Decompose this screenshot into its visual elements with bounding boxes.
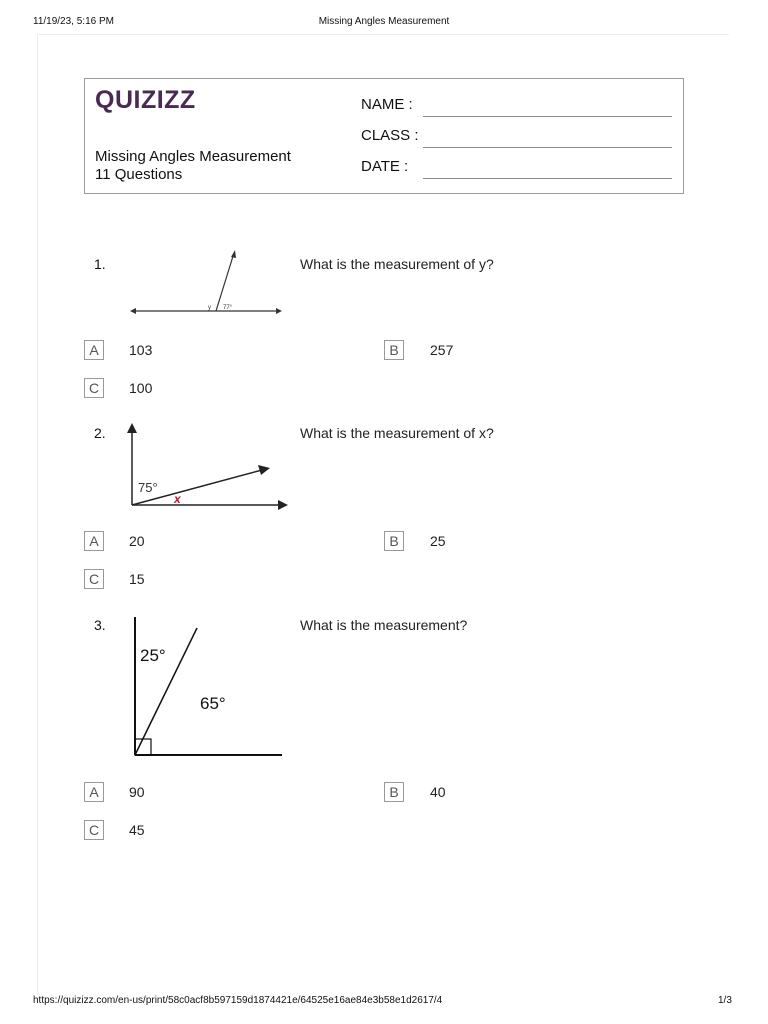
option-a-box[interactable]: A — [84, 531, 104, 551]
question-text: What is the measurement of y? — [300, 256, 494, 272]
option-a-value: 20 — [129, 533, 145, 549]
arrowhead-up — [231, 250, 236, 258]
arrowhead-right — [278, 500, 288, 510]
quizizz-logo: QUIZIZZ — [95, 86, 196, 114]
option-c-value: 45 — [129, 822, 145, 838]
angle-figure-2 — [120, 418, 295, 513]
print-page-count: 1/3 — [718, 995, 732, 1006]
question-number: 2. — [94, 425, 106, 441]
print-page-title: Missing Angles Measurement — [318, 16, 450, 27]
option-c-value: 100 — [129, 380, 153, 396]
name-label: NAME : — [361, 96, 413, 113]
ray — [216, 253, 234, 311]
option-b-value: 25 — [430, 533, 446, 549]
option-c-box[interactable]: C — [84, 569, 104, 589]
question-text: What is the measurement of x? — [300, 425, 494, 441]
option-a-value: 103 — [129, 342, 153, 358]
right-angle-marker — [135, 739, 151, 755]
class-label: CLASS : — [361, 127, 419, 144]
angle-label-1: 25° — [140, 646, 166, 665]
date-label: DATE : — [361, 158, 409, 175]
class-field[interactable] — [423, 147, 672, 148]
option-a-value: 90 — [129, 784, 145, 800]
var-label-x: x — [174, 492, 181, 506]
print-datetime: 11/19/23, 5:16 PM — [33, 16, 114, 27]
arrowhead-up — [127, 423, 137, 433]
option-b-box[interactable]: B — [384, 531, 404, 551]
angle-label-2: 65° — [200, 694, 226, 713]
arrowhead-right — [276, 308, 282, 314]
option-c-box[interactable]: C — [84, 378, 104, 398]
name-field[interactable] — [423, 116, 672, 117]
angle-label: 77° — [223, 305, 233, 311]
arrowhead-left — [130, 308, 136, 314]
question-text: What is the measurement? — [300, 617, 468, 633]
question-count: 11 Questions — [95, 166, 183, 183]
option-b-value: 257 — [430, 342, 454, 358]
option-c-box[interactable]: C — [84, 820, 104, 840]
question-number: 1. — [94, 256, 106, 272]
option-c-value: 15 — [129, 571, 145, 587]
worksheet-title: Missing Angles Measurement — [95, 148, 291, 165]
arrowhead-middle — [258, 465, 270, 475]
angle-label: 75° — [138, 480, 158, 495]
print-url: https://quizizz.com/en-us/print/58c0acf8b597159d1874421e/64525e16ae84e3b58e1d2617/4 — [33, 995, 443, 1006]
option-b-box[interactable]: B — [384, 340, 404, 360]
angle-figure-1 — [120, 245, 290, 325]
option-a-box[interactable]: A — [84, 782, 104, 802]
angle-figure-3 — [120, 612, 290, 762]
question-number: 3. — [94, 617, 106, 633]
option-b-value: 40 — [430, 784, 446, 800]
var-label-y: y — [208, 305, 211, 311]
date-field[interactable] — [423, 178, 672, 179]
option-b-box[interactable]: B — [384, 782, 404, 802]
option-a-box[interactable]: A — [84, 340, 104, 360]
